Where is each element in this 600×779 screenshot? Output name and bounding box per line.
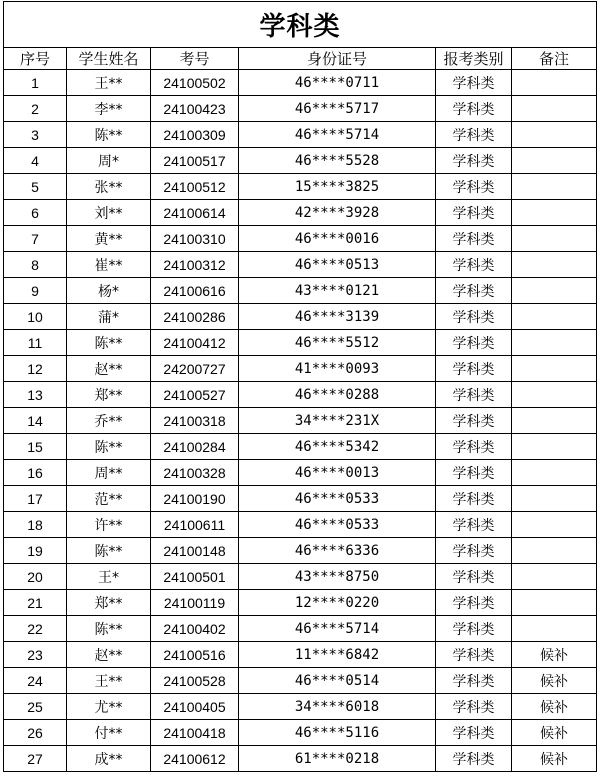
cell-category: 学科类 [436,486,512,512]
cell-name: 张** [67,174,151,200]
cell-name: 蒲* [67,304,151,330]
cell-exam-no: 24100611 [151,512,239,538]
header-id-card: 身份证号 [239,48,436,70]
cell-seq: 27 [4,746,67,772]
cell-remark [512,330,597,356]
cell-category: 学科类 [436,174,512,200]
cell-category: 学科类 [436,746,512,772]
cell-name: 陈** [67,434,151,460]
cell-seq: 15 [4,434,67,460]
cell-id-card: 46****5528 [239,148,436,174]
cell-exam-no: 24100517 [151,148,239,174]
cell-seq: 20 [4,564,67,590]
header-name: 学生姓名 [67,48,151,70]
cell-category: 学科类 [436,122,512,148]
cell-id-card: 46****5714 [239,616,436,642]
cell-seq: 5 [4,174,67,200]
cell-id-card: 46****0533 [239,512,436,538]
cell-category: 学科类 [436,434,512,460]
cell-exam-no: 24100286 [151,304,239,330]
cell-exam-no: 24100412 [151,330,239,356]
cell-remark: 候补 [512,694,597,720]
cell-name: 陈** [67,122,151,148]
cell-exam-no: 24100309 [151,122,239,148]
cell-exam-no: 24100318 [151,408,239,434]
cell-seq: 24 [4,668,67,694]
cell-category: 学科类 [436,408,512,434]
cell-category: 学科类 [436,96,512,122]
cell-category: 学科类 [436,304,512,330]
cell-id-card: 46****5717 [239,96,436,122]
cell-remark: 候补 [512,746,597,772]
cell-remark [512,70,597,96]
cell-id-card: 15****3825 [239,174,436,200]
cell-seq: 6 [4,200,67,226]
cell-exam-no: 24100405 [151,694,239,720]
cell-name: 王** [67,70,151,96]
cell-seq: 22 [4,616,67,642]
table-row [4,590,597,616]
cell-id-card: 11****6842 [239,642,436,668]
cell-id-card: 46****0514 [239,668,436,694]
cell-remark: 候补 [512,642,597,668]
cell-category: 学科类 [436,616,512,642]
cell-id-card: 46****3139 [239,304,436,330]
cell-category: 学科类 [436,226,512,252]
cell-name: 陈** [67,330,151,356]
cell-name: 郑** [67,382,151,408]
cell-exam-no: 24100312 [151,252,239,278]
cell-seq: 14 [4,408,67,434]
cell-id-card: 46****5342 [239,434,436,460]
cell-seq: 12 [4,356,67,382]
table-row [4,616,597,642]
cell-seq: 10 [4,304,67,330]
cell-id-card: 41****0093 [239,356,436,382]
cell-id-card: 46****0711 [239,70,436,96]
cell-exam-no: 24100501 [151,564,239,590]
table-row [4,356,597,382]
cell-exam-no: 24200727 [151,356,239,382]
cell-id-card: 46****0013 [239,460,436,486]
cell-name: 杨* [67,278,151,304]
cell-seq: 23 [4,642,67,668]
cell-remark [512,486,597,512]
cell-id-card: 46****0288 [239,382,436,408]
cell-id-card: 42****3928 [239,200,436,226]
student-list-table [3,1,597,772]
cell-exam-no: 24100119 [151,590,239,616]
cell-remark [512,96,597,122]
table-row [4,564,597,590]
cell-seq: 16 [4,460,67,486]
cell-remark [512,408,597,434]
cell-name: 崔** [67,252,151,278]
cell-exam-no: 24100402 [151,616,239,642]
cell-remark [512,356,597,382]
cell-seq: 25 [4,694,67,720]
cell-remark [512,252,597,278]
table-row [4,694,597,720]
cell-id-card: 46****0016 [239,226,436,252]
cell-exam-no: 24100310 [151,226,239,252]
cell-exam-no: 24100418 [151,720,239,746]
cell-name: 周** [67,460,151,486]
cell-exam-no: 24100512 [151,174,239,200]
cell-id-card: 46****5116 [239,720,436,746]
table-title: 学科类 [4,2,597,48]
table-row [4,70,597,96]
cell-exam-no: 24100284 [151,434,239,460]
cell-remark [512,512,597,538]
table-row [4,720,597,746]
header-remark: 备注 [512,48,597,70]
cell-category: 学科类 [436,330,512,356]
table-row [4,252,597,278]
cell-id-card: 12****0220 [239,590,436,616]
cell-category: 学科类 [436,590,512,616]
cell-name: 刘** [67,200,151,226]
cell-id-card: 34****231X [239,408,436,434]
cell-name: 王* [67,564,151,590]
cell-name: 陈** [67,538,151,564]
cell-name: 范** [67,486,151,512]
cell-category: 学科类 [436,694,512,720]
cell-seq: 26 [4,720,67,746]
cell-category: 学科类 [436,460,512,486]
cell-seq: 7 [4,226,67,252]
table-row [4,200,597,226]
cell-exam-no: 24100516 [151,642,239,668]
cell-category: 学科类 [436,252,512,278]
cell-remark [512,200,597,226]
cell-category: 学科类 [436,512,512,538]
cell-id-card: 46****0533 [239,486,436,512]
header-exam-no: 考号 [151,48,239,70]
cell-seq: 8 [4,252,67,278]
cell-id-card: 34****6018 [239,694,436,720]
table-row [4,746,597,772]
cell-category: 学科类 [436,70,512,96]
cell-category: 学科类 [436,278,512,304]
cell-exam-no: 24100148 [151,538,239,564]
cell-remark [512,590,597,616]
table-row [4,668,597,694]
table-row [4,408,597,434]
cell-seq: 1 [4,70,67,96]
cell-exam-no: 24100190 [151,486,239,512]
table-row [4,434,597,460]
cell-exam-no: 24100614 [151,200,239,226]
cell-id-card: 46****5512 [239,330,436,356]
table-row [4,96,597,122]
header-row [4,48,597,70]
table-row [4,486,597,512]
cell-seq: 21 [4,590,67,616]
cell-seq: 9 [4,278,67,304]
cell-seq: 4 [4,148,67,174]
table-row [4,226,597,252]
cell-name: 周* [67,148,151,174]
cell-category: 学科类 [436,564,512,590]
table-row [4,174,597,200]
table-row [4,460,597,486]
cell-remark [512,382,597,408]
cell-remark [512,122,597,148]
cell-remark [512,538,597,564]
cell-remark: 候补 [512,720,597,746]
cell-name: 陈** [67,616,151,642]
cell-exam-no: 24100528 [151,668,239,694]
table-row [4,122,597,148]
cell-remark: 候补 [512,668,597,694]
cell-exam-no: 24100423 [151,96,239,122]
cell-id-card: 61****0218 [239,746,436,772]
cell-id-card: 46****0513 [239,252,436,278]
cell-id-card: 46****5714 [239,122,436,148]
cell-exam-no: 24100612 [151,746,239,772]
cell-id-card: 43****0121 [239,278,436,304]
cell-seq: 11 [4,330,67,356]
cell-exam-no: 24100527 [151,382,239,408]
cell-category: 学科类 [436,356,512,382]
cell-id-card: 43****8750 [239,564,436,590]
table-row [4,304,597,330]
cell-name: 尤** [67,694,151,720]
cell-seq: 17 [4,486,67,512]
table-row [4,330,597,356]
cell-remark [512,460,597,486]
cell-exam-no: 24100502 [151,70,239,96]
table-row [4,512,597,538]
cell-id-card: 46****6336 [239,538,436,564]
cell-category: 学科类 [436,720,512,746]
cell-remark [512,226,597,252]
cell-name: 赵** [67,642,151,668]
cell-category: 学科类 [436,200,512,226]
cell-exam-no: 24100328 [151,460,239,486]
header-seq: 序号 [4,48,67,70]
cell-seq: 19 [4,538,67,564]
cell-remark [512,564,597,590]
cell-remark [512,278,597,304]
cell-name: 乔** [67,408,151,434]
cell-remark [512,434,597,460]
cell-name: 赵** [67,356,151,382]
cell-name: 成** [67,746,151,772]
table-row [4,538,597,564]
cell-name: 许** [67,512,151,538]
cell-category: 学科类 [436,382,512,408]
cell-name: 付** [67,720,151,746]
table-row [4,642,597,668]
cell-seq: 2 [4,96,67,122]
cell-category: 学科类 [436,538,512,564]
cell-name: 黄** [67,226,151,252]
cell-name: 郑** [67,590,151,616]
cell-remark [512,174,597,200]
cell-category: 学科类 [436,668,512,694]
cell-category: 学科类 [436,148,512,174]
cell-seq: 3 [4,122,67,148]
cell-exam-no: 24100616 [151,278,239,304]
cell-remark [512,616,597,642]
header-category: 报考类别 [436,48,512,70]
table-row [4,382,597,408]
cell-name: 王** [67,668,151,694]
cell-seq: 18 [4,512,67,538]
cell-seq: 13 [4,382,67,408]
cell-category: 学科类 [436,642,512,668]
table-row [4,148,597,174]
cell-name: 李** [67,96,151,122]
cell-remark [512,148,597,174]
cell-remark [512,304,597,330]
table-row [4,278,597,304]
